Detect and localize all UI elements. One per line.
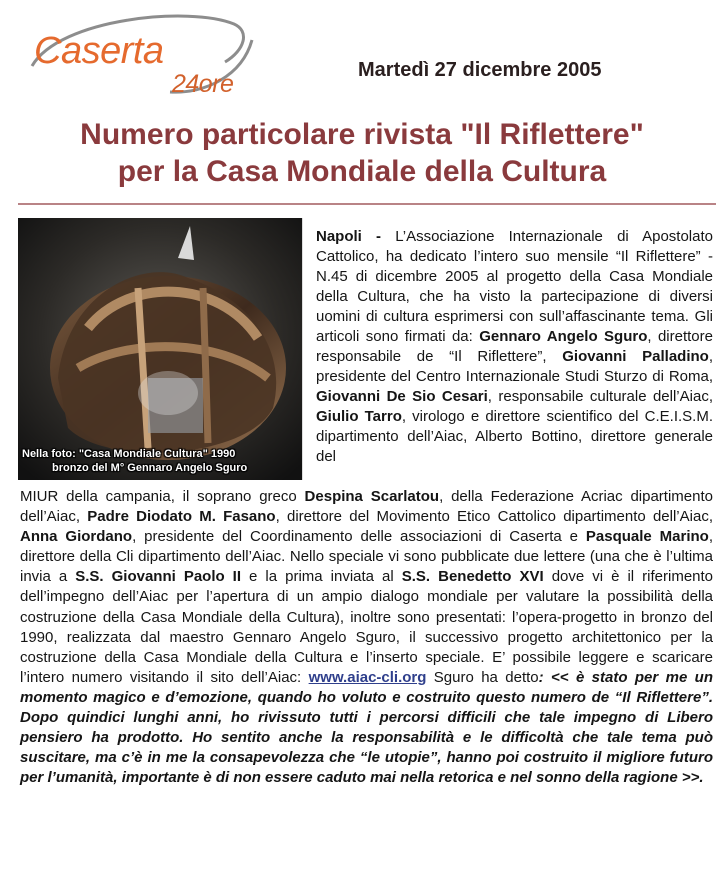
body-text: , responsabile culturale dell’Aiac, [487, 388, 713, 405]
person-name: Giulio Tarro [316, 408, 402, 425]
person-name: Gennaro Angelo Sguro [479, 328, 648, 345]
body-text: L’Associazione Internazionale di Apostolato Cattolico, ha dedicato l’intero suo mensile “Il Riflettere” - N.45 di dicembre 2005 al progetto della Casa Mondiale della Cultura, che ha visto la partecipazione di diversi uomini di cultura esprimersi con sull’affascinante tema. Gli articoli sono firmati da: [316, 228, 713, 345]
person-name: Giovanni De Sio Cesari [316, 388, 488, 405]
quote-text: : << è stato per me un momento magico e d’emozione, quando ho voluto e costruito questo numero de “Il Riflettere”. Dopo quindici lunghi anni, ho rivissuto tutti i percorsi difficili che tale impegno di Libero pensiero ha prodotto. Ho sentito anche la responsabilità e le difficoltà che tale tema può suscitare, ma c’è in me la consapevolezza che “le utopie”, hanno poi costruito il migliore futuro per l’umanità, importante è di non essere caduto mai nella retorica e nel sonno della ragione >>. [20, 668, 714, 787]
person-name: Pasquale Marino [585, 528, 709, 546]
body-text: , virologo e direttore scientifico del C.E.I.S.M. dipartimento dell’Aiac, Alberto Bottino, direttore generale del [316, 408, 713, 465]
body-text: , direttore responsabile de “Il Riflettere”, [316, 328, 713, 365]
website-link[interactable]: www.aiac-cli.org [308, 668, 427, 686]
person-name: S.S. Benedetto XVI [401, 568, 544, 586]
body-text: , presidente del Coordinamento delle associazioni di Caserta e [132, 528, 586, 546]
issue-date: Martedì 27 dicembre 2005 [358, 59, 602, 81]
logo-caserta-text: Caserta [34, 30, 164, 72]
headline [0, 116, 724, 190]
photo-caption-line-2: bronzo del M° Gennaro Angelo Sguro [52, 462, 248, 474]
article-photo [18, 218, 303, 480]
headline-line-2: per la Casa Mondiale della Cultura [117, 155, 607, 188]
article-body-full [20, 487, 713, 788]
logo-24ore-text: 24ore [172, 70, 234, 98]
body-text: , direttore della Cli dipartimento dell’Aiac. Nello speciale vi sono pubblicate due lettere (una che è l’ultima invia a [20, 528, 714, 586]
body-text: MIUR della campania, il soprano greco [20, 488, 305, 505]
headline-line-1: Numero particolare rivista "Il Riflettere" [80, 118, 644, 151]
person-name: S.S. Giovanni Paolo II [75, 568, 242, 586]
dateline: Napoli - [316, 228, 382, 245]
body-text: , presidente del Centro Internazionale Studi Sturzo di Roma, [316, 348, 714, 385]
logo [20, 10, 270, 100]
body-text: Sguro ha detto [426, 668, 539, 686]
body-text: dove vi è il riferimento dell’impegno dell’Aiac per l’apertura di un ampio dialogo mondiale per valutare la possibilità della costruzione della Casa Mondiale della Cultura), inoltre sono presentati: l’opera-progetto in bronzo del 1990, realizzata dal maestro Gennaro Angelo Sguro, il successivo progetto architettonico per la costruzione della Casa Mondiale della Cultura e l’inserto speciale. E’ possibile leggere e scaricare l’intero numero visitando il sito dell’Aiac: [20, 568, 714, 686]
body-text: e la prima inviata al [241, 568, 402, 586]
body-text: , direttore del Movimento Etico Cattolico dipartimento dell’Aiac, [275, 508, 713, 526]
body-text: , della Federazione Acriac dipartimento dell’Aiac, [20, 488, 713, 526]
article-body-column [316, 227, 713, 467]
bronze-sculpture-image [18, 218, 302, 480]
photo-caption [22, 447, 303, 475]
person-name: Giovanni Palladino [562, 348, 709, 365]
headline-divider [18, 203, 716, 205]
person-name: Padre Diodato M. Fasano [87, 508, 276, 526]
person-name: Despina Scarlatou [304, 488, 440, 505]
person-name: Anna Giordano [20, 528, 133, 546]
photo-caption-line-1: Nella foto: "Casa Mondiale Cultura" 1990 [22, 448, 236, 460]
